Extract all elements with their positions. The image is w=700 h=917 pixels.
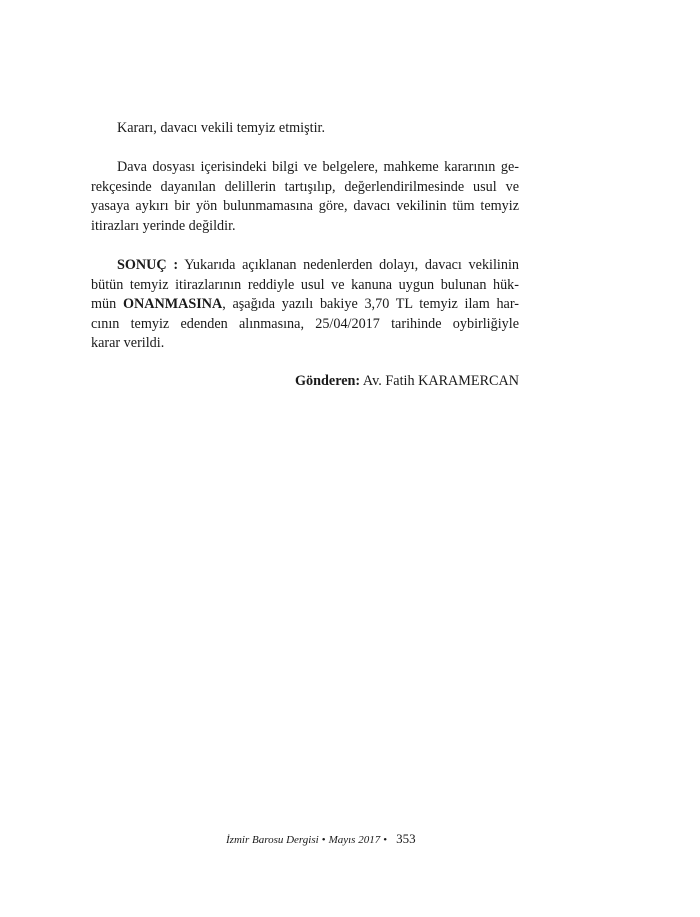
bullet-separator: •	[321, 834, 326, 846]
paragraph-appeal-statement	[117, 119, 325, 139]
paragraph-line	[91, 256, 519, 276]
paragraph-line: karar verildi.	[91, 335, 165, 352]
journal-name: İzmir Barosu Dergisi	[226, 834, 319, 846]
sender-line	[295, 372, 519, 392]
conclusion-text: Yukarıda açıklanan nedenlerden dolayı, davacı vekilinin	[184, 257, 519, 273]
paragraph-line: itirazları yerinde değildir.	[91, 217, 236, 234]
paragraph-line: Dava dosyası içerisindeki bilgi ve belgelere, mahkeme kararının ge-	[117, 159, 519, 175]
paragraph-conclusion	[91, 256, 519, 354]
paragraph-line: rekçesinde dayanılan delillerin tartışılıp, değerlendirilmesinde usul ve	[91, 178, 519, 195]
paragraph-line: cının temyiz edenden alınmasına, 25/04/2017 tarihinde oybirliğiyle	[91, 315, 519, 332]
page-footer	[226, 831, 416, 847]
sender-label: Gönderen:	[294, 373, 361, 389]
decision-keyword: ONANMASINA	[122, 296, 223, 313]
bullet-separator: •	[383, 834, 388, 846]
paragraph-line: Kararı, davacı vekili temyiz etmiştir.	[117, 120, 326, 136]
issue-date: Mayıs 2017	[328, 834, 381, 846]
paragraph-line: yasaya aykırı bir yön bulunmamasına göre, davacı vekilinin tüm temyiz	[91, 198, 519, 215]
sender-name: Av. Fatih KARAMERCAN	[362, 373, 519, 389]
paragraph-line: bütün temyiz itirazlarının reddiyle usul ve kanuna uygun bulunan hük-	[91, 276, 519, 293]
paragraph-reasoning	[91, 158, 519, 236]
page-number: 353	[396, 831, 416, 846]
paragraph-line	[91, 295, 519, 315]
line-text: , aşağıda yazılı bakiye 3,70 TL temyiz ilam har-	[222, 296, 519, 313]
line-text: mün	[91, 296, 117, 313]
conclusion-label: SONUÇ :	[117, 257, 179, 273]
